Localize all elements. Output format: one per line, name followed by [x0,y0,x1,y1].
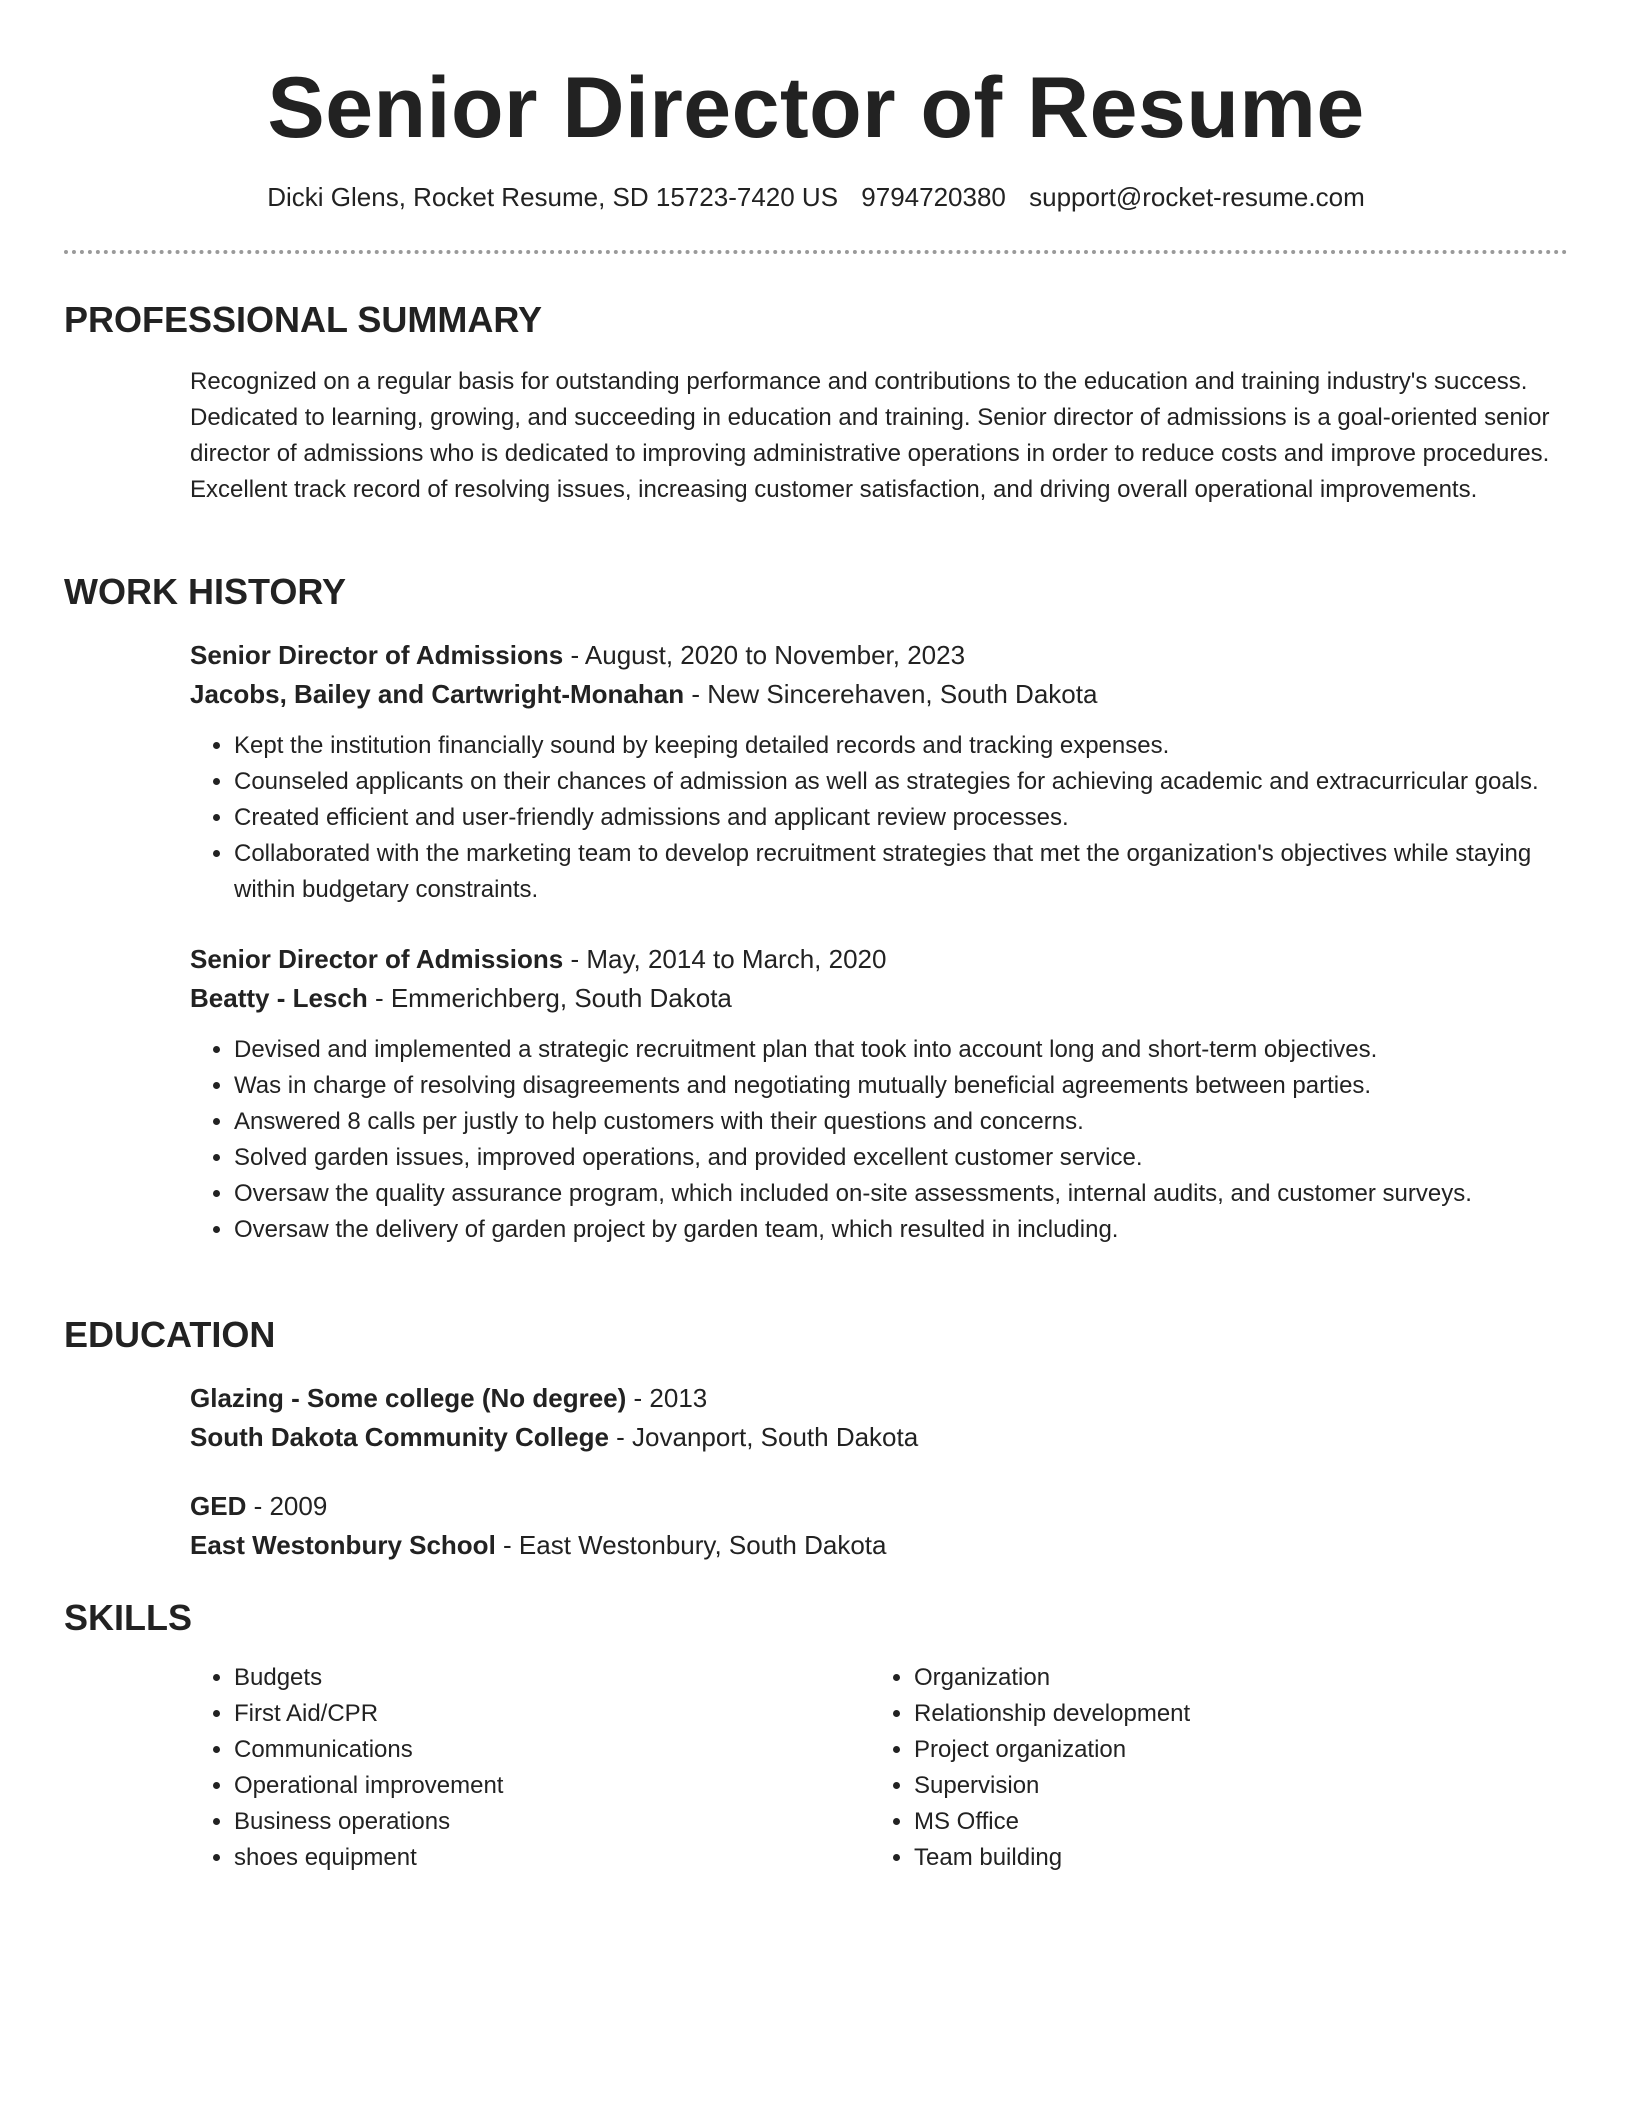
education-entry [190,1487,1568,1565]
job-bullet: • Kept the institution financially sound by keeping detailed records and tracking expenses. [234,728,1568,764]
job-bullet: • Was in charge of resolving disagreements and negotiating mutually beneficial agreements between parties. [234,1068,1568,1104]
job-bullets [190,728,1568,908]
job-bullets [190,1032,1568,1248]
education-location: - Jovanport, South Dakota [608,1422,919,1452]
job-company-line [190,675,1568,714]
skills-columns [190,1660,1568,1876]
summary-text: Recognized on a regular basis for outstanding performance and contributions to the education and training industry's success. Dedicated to learning, growing, and succeeding in education and training. Senior director of admissions is a goal-oriented senior director of admissions who is dedicated to improving administrative operations in order to reduce costs and improve procedures. Excellent track record of resolving issues, increasing customer satisfaction, and driving overall operational improvements. [190,368,1550,503]
skill-item: • MS Office [914,1804,1550,1840]
skills-section [64,1596,1568,1876]
skill-item: • First Aid/CPR [234,1696,870,1732]
contact-address: Dicki Glens, Rocket Resume, SD 15723-7420 US [267,182,839,212]
skill-item: • shoes equipment [234,1840,870,1876]
job-company: Beatty - Lesch [190,983,368,1013]
job-company: Jacobs, Bailey and Cartwright-Monahan [190,679,685,709]
education-year: - 2013 [626,1383,708,1413]
job-dates: - May, 2014 to March, 2020 [563,944,887,974]
summary-heading: PROFESSIONAL SUMMARY [64,299,543,340]
education-year: - 2009 [246,1491,328,1521]
page-title: Senior Director of Resume [267,60,1365,156]
education-degree: GED [190,1491,247,1521]
job-bullet: • Devised and implemented a strategic recruitment plan that took into account long and short-term objectives. [234,1032,1568,1068]
resume-page [64,0,1568,1871]
education-degree: Glazing - Some college (No degree) [190,1383,627,1413]
job-location: - New Sincerehaven, South Dakota [684,679,1098,709]
education-entry [190,1379,1568,1457]
work-history-heading: WORK HISTORY [64,571,347,612]
skills-heading: SKILLS [64,1597,193,1638]
contact-phone: 9794720380 [861,182,1006,212]
education-degree-line [190,1487,1568,1526]
education-degree-line [190,1379,1568,1418]
skill-item: • Organization [914,1660,1550,1696]
header-divider [64,250,1568,254]
job-bullet: • Answered 8 calls per justly to help customers with their questions and concerns. [234,1104,1568,1140]
education-school-line [190,1526,1568,1565]
skills-list-left [190,1660,870,1876]
skill-item: • Supervision [914,1768,1550,1804]
education-school-line [190,1418,1568,1457]
skill-item: • Communications [234,1732,870,1768]
skill-item: • Operational improvement [234,1768,870,1804]
job-bullet: • Oversaw the quality assurance program, which included on-site assessments, internal audits, and customer surveys. [234,1176,1568,1212]
job-title: Senior Director of Admissions [190,640,564,670]
skill-item: • Project organization [914,1732,1550,1768]
contact-email: support@rocket-resume.com [1029,182,1365,212]
education-school: South Dakota Community College [190,1422,609,1452]
job-entry [190,636,1568,908]
job-bullet: • Collaborated with the marketing team to develop recruitment strategies that met the organization's objectives while staying within budgetary constraints. [234,836,1568,908]
education-heading: EDUCATION [64,1314,276,1355]
job-title: Senior Director of Admissions [190,944,564,974]
education-school: East Westonbury School [190,1530,496,1560]
job-company-line [190,979,1568,1018]
job-entry [190,940,1568,1248]
education-location: - East Westonbury, South Dakota [495,1530,887,1560]
job-bullet: • Counseled applicants on their chances of admission as well as strategies for achieving academic and extracurricular goals. [234,764,1568,800]
job-bullet: • Created efficient and user-friendly admissions and applicant review processes. [234,800,1568,836]
contact-line [64,180,1568,214]
education-section [64,1313,1568,1565]
job-bullet: • Solved garden issues, improved operations, and provided excellent customer service. [234,1140,1568,1176]
skill-item: • Budgets [234,1660,870,1696]
work-history-section [64,570,1568,1248]
job-location: - Emmerichberg, South Dakota [367,983,732,1013]
skill-item: • Team building [914,1840,1550,1876]
skill-item: • Business operations [234,1804,870,1840]
job-title-line [190,636,1568,675]
job-dates: - August, 2020 to November, 2023 [563,640,966,670]
job-title-line [190,940,1568,979]
job-bullet: • Oversaw the delivery of garden project by garden team, which resulted in including. [234,1212,1568,1248]
skills-list-right [870,1660,1550,1876]
summary-section [64,298,1568,508]
skill-item: • Relationship development [914,1696,1550,1732]
